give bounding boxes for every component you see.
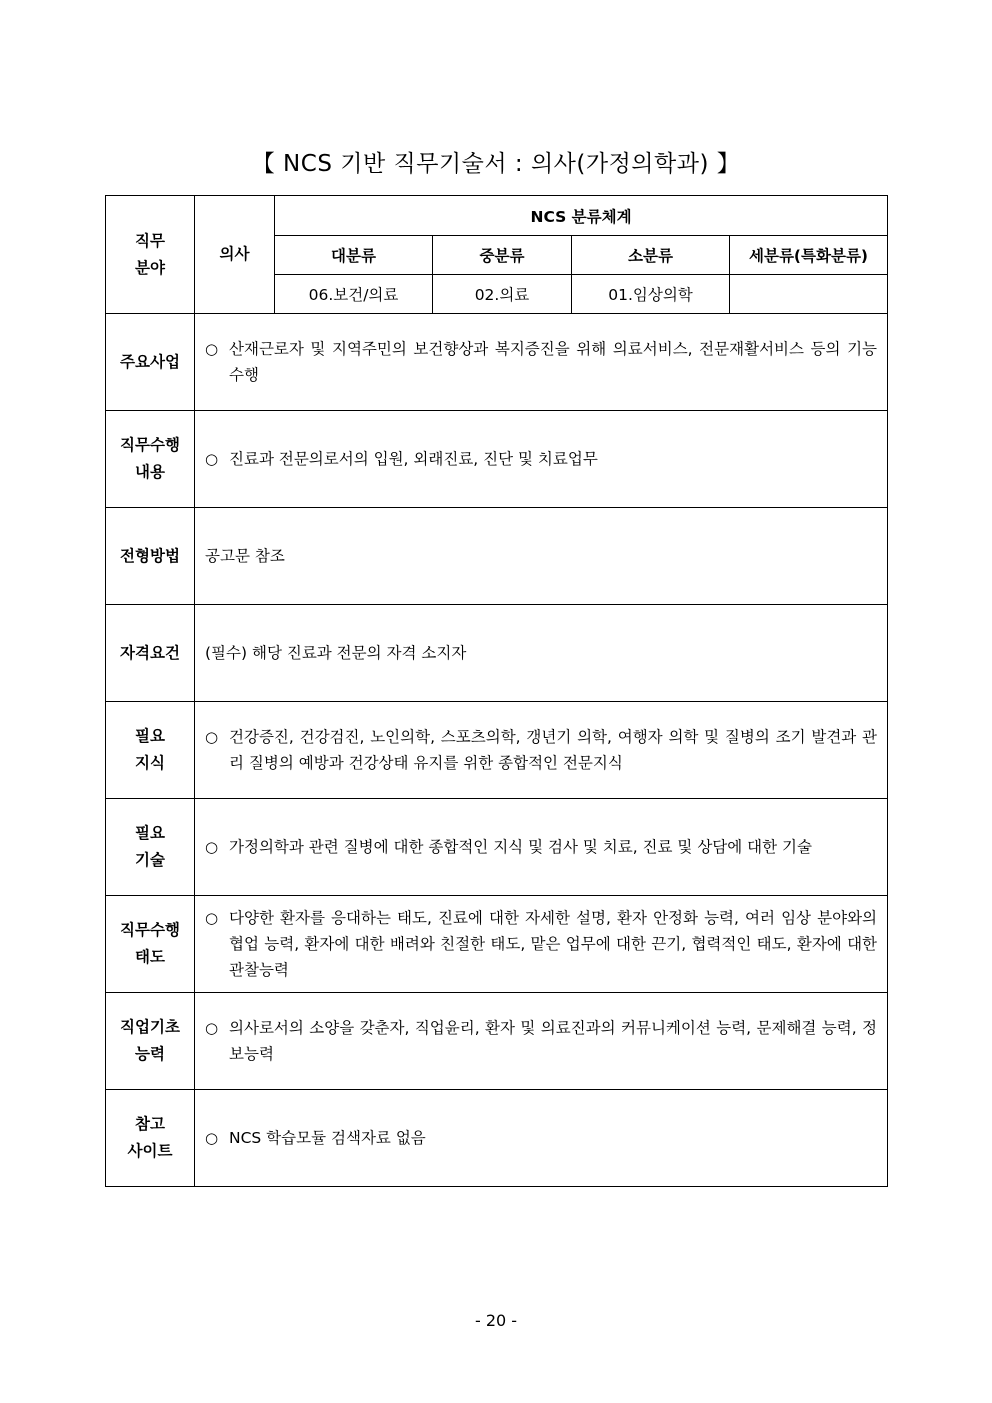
bullet-icon: ○ xyxy=(205,909,219,927)
value-middle: 02.의료 xyxy=(433,275,572,314)
row-text: 건강증진, 건강검진, 노인의학, 스포츠의학, 갱년기 의학, 여행자 의학 및 질병의 조기 발견과 관리 질병의 예방과 건강상태 유지를 위한 종합적인 전문지식 xyxy=(229,728,878,772)
row-text: 진료과 전문의로서의 입원, 외래진료, 진단 및 치료업무 xyxy=(229,450,598,468)
row-text: NCS 학습모듈 검색자료 없음 xyxy=(229,1129,426,1147)
row-text: 다양한 환자를 응대하는 태도, 진료에 대한 자세한 설명, 환자 안정화 능력, 여러 임상 분야와의 협업 능력, 환자에 대한 배려와 친절한 태도, 맡은 업무에 대한 끈기, 협력적인 태도, 환자에 대한 관찰능력 xyxy=(229,909,878,979)
value-detail xyxy=(730,275,888,314)
row-text: 산재근로자 및 지역주민의 보건향상과 복지증진을 위해 의료서비스, 전문재활서비스 등의 기능 수행 xyxy=(229,340,878,384)
value-minor: 01.임상의학 xyxy=(572,275,730,314)
table-row xyxy=(106,896,888,993)
page-title: 【 NCS 기반 직무기술서 : 의사(가정의학과) 】 xyxy=(251,151,741,177)
page-number: - 20 - xyxy=(474,1311,518,1330)
row-content xyxy=(195,702,888,799)
bullet-icon: ○ xyxy=(205,340,219,358)
table-row xyxy=(106,702,888,799)
table-row xyxy=(106,508,888,605)
row-content xyxy=(195,993,888,1090)
bullet-icon: ○ xyxy=(205,728,219,746)
job-field-label: 직무 분야 xyxy=(106,196,195,314)
row-label-reference-site: 참고 사이트 xyxy=(106,1090,195,1187)
row-label-qualification: 자격요건 xyxy=(106,605,195,702)
row-label-duty-content: 직무수행 내용 xyxy=(106,411,195,508)
value-major: 06.보건/의료 xyxy=(275,275,433,314)
row-content xyxy=(195,896,888,993)
row-text: 가정의학과 관련 질병에 대한 종합적인 지식 및 검사 및 치료, 진료 및 상담에 대한 기술 xyxy=(229,838,812,856)
table-row xyxy=(106,1090,888,1187)
row-label-selection-method: 전형방법 xyxy=(106,508,195,605)
row-label-duty-attitude: 직무수행 태도 xyxy=(106,896,195,993)
row-text: 공고문 참조 xyxy=(205,547,285,565)
column-header-detail: 세분류(특화분류) xyxy=(730,236,888,275)
job-name: 의사 xyxy=(195,196,275,314)
bullet-icon: ○ xyxy=(205,838,219,856)
column-header-major: 대분류 xyxy=(275,236,433,275)
row-content xyxy=(195,508,888,605)
job-description-table xyxy=(105,195,888,1187)
row-content xyxy=(195,1090,888,1187)
bullet-icon: ○ xyxy=(205,450,219,468)
table-row xyxy=(106,314,888,411)
row-content xyxy=(195,605,888,702)
bullet-icon: ○ xyxy=(205,1019,219,1037)
ncs-classification-header: NCS 분류체계 xyxy=(275,196,888,236)
column-header-middle: 중분류 xyxy=(433,236,572,275)
row-label-required-skills: 필요 기술 xyxy=(106,799,195,896)
column-header-minor: 소분류 xyxy=(572,236,730,275)
row-content xyxy=(195,314,888,411)
row-content xyxy=(195,799,888,896)
bullet-icon: ○ xyxy=(205,1129,219,1147)
row-label-basic-competency: 직업기초 능력 xyxy=(106,993,195,1090)
table-row xyxy=(106,605,888,702)
row-text: 의사로서의 소양을 갖춘자, 직업윤리, 환자 및 의료진과의 커뮤니케이션 능력, 문제해결 능력, 정보능력 xyxy=(229,1019,878,1063)
row-label-main-business: 주요사업 xyxy=(106,314,195,411)
row-label-required-knowledge: 필요 지식 xyxy=(106,702,195,799)
table-row xyxy=(106,411,888,508)
row-text: (필수) 해당 진료과 전문의 자격 소지자 xyxy=(205,644,467,662)
table-row xyxy=(106,993,888,1090)
table-row xyxy=(106,799,888,896)
row-content xyxy=(195,411,888,508)
